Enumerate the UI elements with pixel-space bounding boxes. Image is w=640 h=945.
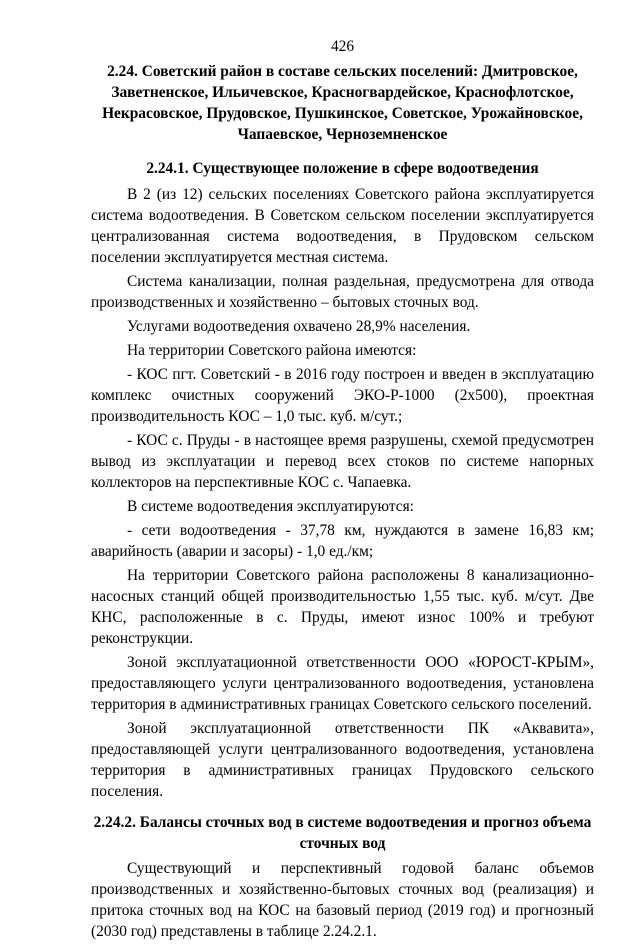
paragraph: На территории Советского района имеются: [127, 342, 417, 359]
page-number: 426 [330, 38, 355, 55]
paragraph: В 2 (из 12) сельских поселениях Советского района эксплуатируется система водоотведения. В Советском сельском поселении эксплуатируется централизованная система водоотведения, в Прудовском сельском поселении эксплуатируется местная система. [91, 186, 594, 266]
paragraph: В системе водоотведения эксплуатируются: [127, 498, 414, 515]
document-page [91, 36, 594, 945]
paragraph: Существующий и перспективный годовой баланс объемов производственных и хозяйственно-бытовых сточных вод (реализация) и притока сточных вод на КОС на базовый период (2019 год) и прогнозный (2030 год) представлены в таблице 2.24.2.1. [91, 860, 594, 940]
subsection-1-title: 2.24.1. Существующее положение в сфере водоотведения [146, 160, 539, 177]
section-title: 2.24. Советский район в составе сельских поселений: Дмитровское, Заветненское, Ильичевское, Красногвардейское, Краснофлотское, Некрасовское, Прудовское, Пушкинское, Советское, Урожайновское, Чапаевское, Черноземненское [102, 63, 583, 143]
paragraph: На территории Советского района расположены 8 канализационно-насосных станций общей производительностью 1,55 тыс. куб. м/сут. Две КНС, расположенные в с. Пруды, имеют износ 100% и требуют реконструкции. [91, 567, 594, 647]
list-item: - КОС с. Пруды - в настоящее время разрушены, схемой предусмотрен вывод из эксплуатации и перевод всех стоков по системе напорных коллекторов на перспективные КОС с. Чапаевка. [91, 432, 594, 491]
paragraph: Услугами водоотведения охвачено 28,9% населения. [127, 318, 471, 335]
list-item: - сети водоотведения - 37,78 км, нуждаются в замене 16,83 км; аварийность (аварии и засоры) - 1,0 ед./км; [91, 522, 594, 560]
paragraph: Система канализации, полная раздельная, предусмотрена для отвода производственных и хозяйственно – бытовых сточных вод. [91, 273, 594, 311]
paragraph: Зоной эксплуатационной ответственности ПК «Аквавита», предоставляющей услуги централизованного водоотведения, установлена территория в административных границах Прудовского сельского поселения. [91, 720, 594, 800]
subsection-2-title: 2.24.2. Балансы сточных вод в системе водоотведения и прогноз объема сточных вод [93, 814, 592, 852]
list-item: - КОС пгт. Советский - в 2016 году построен и введен в эксплуатацию комплекс очистных сооружений ЭКО-Р-1000 (2х500), проектная производительность КОС – 1,0 тыс. куб. м/сут.; [91, 366, 594, 425]
paragraph: Зоной эксплуатационной ответственности ООО «ЮРОСТ-КРЫМ», предоставляющего услуги централизованного водоотведения, установлена территория в административных границах Советского сельского поселений. [91, 654, 594, 713]
